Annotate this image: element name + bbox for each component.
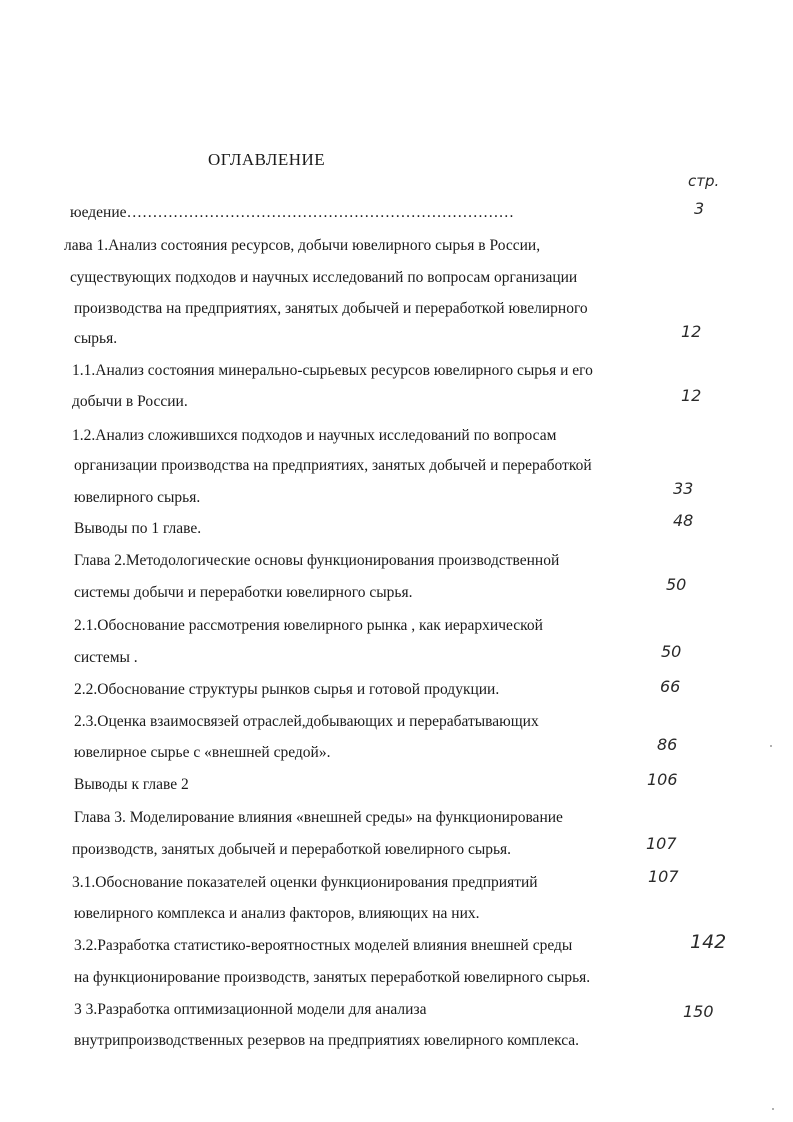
toc-line: производств, занятых добычей и переработкой ювелирного сырья. — [72, 841, 512, 858]
toc-line: 3.2.Разработка статистико-вероятностных моделей влияния внешней среды — [74, 937, 573, 954]
page-number: 106 — [647, 770, 678, 789]
toc-line: 2.2.Обоснование структуры рынков сырья и готовой продукции. — [74, 681, 500, 698]
page-number: 66 — [660, 677, 681, 696]
page-number: 142 — [690, 931, 727, 953]
toc-title: ОГЛАВЛЕНИЕ — [208, 150, 326, 169]
toc-line: на функционирование производств, занятых переработкой ювелирного сырья. — [74, 969, 591, 986]
toc-line: Выводы по 1 главе. — [74, 520, 202, 537]
page-number: 86 — [657, 735, 678, 754]
toc-line: добычи в России. — [72, 393, 188, 410]
page-number: 3 — [694, 199, 705, 218]
page-number: 107 — [646, 834, 677, 853]
page-number: 12 — [681, 322, 702, 341]
toc-line: Глава 2.Методологические основы функционирования производственной — [74, 552, 560, 569]
toc-line: 2.1.Обоснование рассмотрения ювелирного рынка , как иерархической — [74, 617, 543, 634]
scan-speck — [770, 745, 772, 747]
toc-line: ювелирного комплекса и анализ факторов, влияющих на них. — [74, 905, 480, 922]
page-number: 50 — [661, 642, 682, 661]
toc-line: производства на предприятиях, занятых добычей и переработкой ювелирного — [74, 300, 588, 317]
scan-speck — [772, 1108, 774, 1110]
page-number: 107 — [648, 867, 679, 886]
toc-line: Глава 3. Моделирование влияния «внешней среды» на функционирование — [74, 809, 563, 826]
page-number: 33 — [673, 479, 694, 498]
toc-line: системы добычи и переработки ювелирного сырья. — [74, 584, 413, 601]
toc-line: юедение………………………………………………………………… — [70, 204, 514, 221]
toc-line: 2.3.Оценка взаимосвязей отраслей,добывающих и перерабатывающих — [74, 713, 539, 730]
toc-line: 1.2.Анализ сложившихся подходов и научных исследований по вопросам — [72, 427, 557, 444]
toc-line: ювелирного сырья. — [74, 489, 201, 506]
toc-line: сырья. — [74, 330, 118, 347]
toc-line: лава 1.Анализ состояния ресурсов, добычи ювелирного сырья в России, — [64, 237, 541, 254]
page-number: 50 — [666, 575, 687, 594]
toc-line: организации производства на предприятиях, занятых добычей и переработкой — [74, 457, 592, 474]
page-number: 12 — [681, 386, 702, 405]
toc-line: Выводы к главе 2 — [74, 776, 189, 793]
toc-line: ювелирное сырье с «внешней средой». — [74, 744, 331, 761]
toc-line: существующих подходов и научных исследований по вопросам организации — [70, 269, 578, 286]
toc-line: 1.1.Анализ состояния минерально-сырьевых ресурсов ювелирного сырья и его — [72, 362, 593, 379]
toc-line: системы . — [74, 649, 138, 666]
toc-line: 3 3.Разработка оптимизационной модели для анализа — [74, 1001, 427, 1018]
page-number: 150 — [683, 1002, 714, 1021]
toc-line: внутрипроизводственных резервов на предприятиях ювелирного комплекса. — [74, 1032, 580, 1049]
page-column-header: стр. — [688, 172, 720, 190]
toc-line: 3.1.Обоснование показателей оценки функционирования предприятий — [72, 874, 538, 891]
page-number: 48 — [673, 511, 694, 530]
